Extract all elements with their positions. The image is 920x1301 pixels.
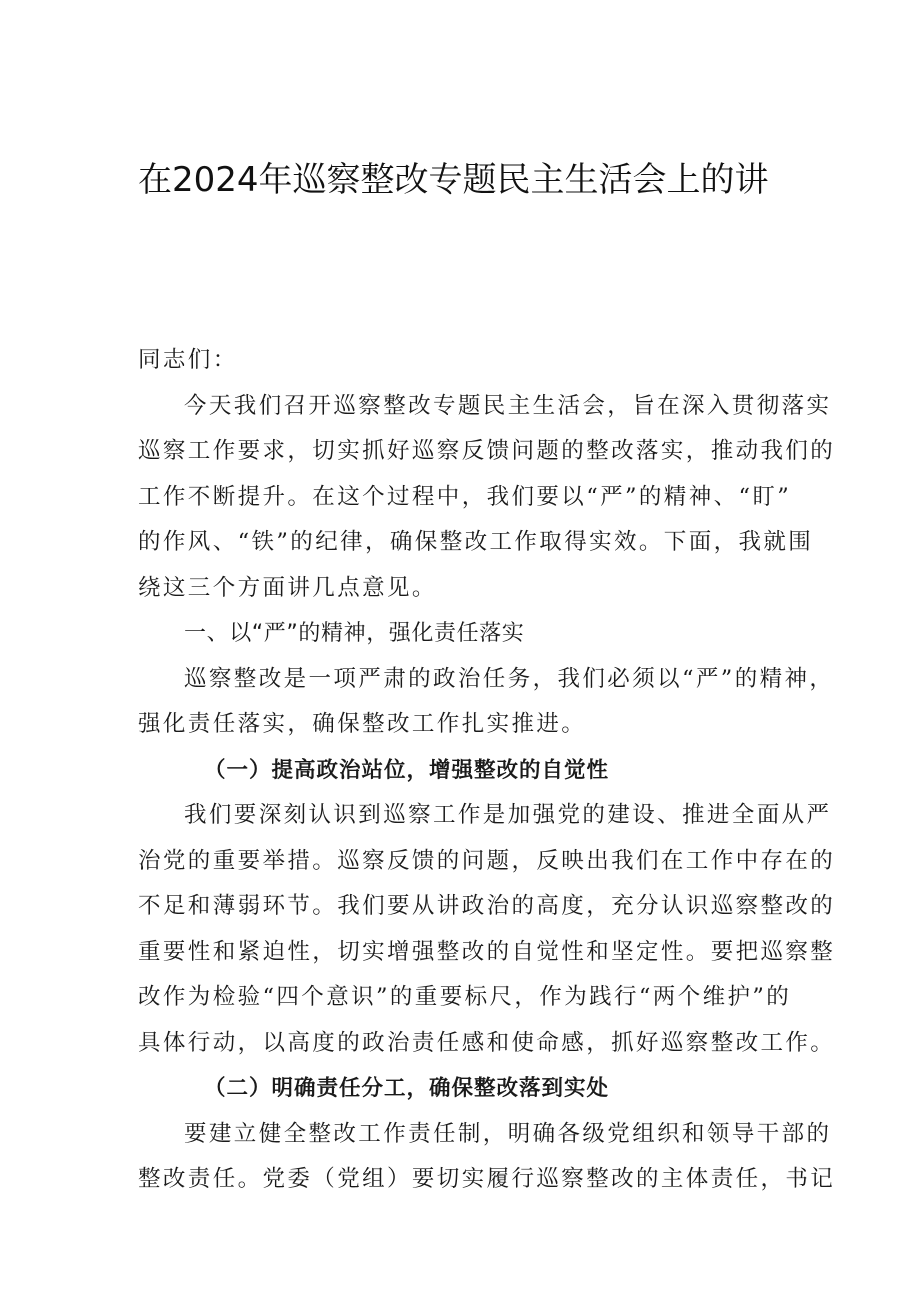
paragraph-line: 改作为检验“四个意识”的重要标尺，作为践行“两个维护”的 bbox=[138, 984, 792, 1010]
section-heading: 一、以“严”的精神，强化责任落实 bbox=[184, 621, 525, 646]
paragraph-line: 我们要深刻认识到巡察工作是加强党的建设、推进全面从严 bbox=[184, 802, 832, 828]
paragraph-line: 今天我们召开巡察整改专题民主生活会，旨在深入贯彻落实 bbox=[184, 392, 832, 419]
paragraph-line: 绕这三个方面讲几点意见。 bbox=[138, 574, 437, 601]
paragraph-line: 治党的重要举措。巡察反馈的问题，反映出我们在工作中存在的 bbox=[138, 847, 836, 874]
subsection-heading: （二）明确责任分工，确保整改落到实处 bbox=[204, 1076, 610, 1101]
salutation: 同志们： bbox=[138, 347, 238, 373]
paragraph-line: 强化责任落实，确保整改工作扎实推进。 bbox=[138, 711, 587, 737]
paragraph-line: 巡察整改是一项严肃的政治任务，我们必须以“严”的精神， bbox=[184, 665, 835, 692]
paragraph-line: 重要性和紧迫性，切实增强整改的自觉性和坚定性。要把巡察整 bbox=[138, 938, 836, 965]
paragraph-line: 具体行动，以高度的政治责任感和使命感，抓好巡察整改工作。 bbox=[138, 1029, 836, 1056]
document-body bbox=[138, 338, 836, 1203]
paragraph-line: 整改责任。党委（党组）要切实履行巡察整改的主体责任，书记 bbox=[138, 1166, 836, 1192]
subsection-heading: （一）提高政治站位，增强整改的自觉性 bbox=[204, 757, 610, 783]
document-title: 在2024年巡察整改专题民主生活会上的讲 bbox=[138, 160, 769, 200]
paragraph-line: 不足和薄弱环节。我们要从讲政治的高度，充分认识巡察整改的 bbox=[138, 893, 836, 919]
paragraph-line: 工作不断提升。在这个过程中，我们要以“严”的精神、“盯” bbox=[138, 483, 792, 510]
paragraph-line: 巡察工作要求，切实抓好巡察反馈问题的整改落实，推动我们的 bbox=[138, 438, 836, 464]
paragraph-line: 要建立健全整改工作责任制，明确各级党组织和领导干部的 bbox=[184, 1120, 832, 1147]
paragraph-line: 的作风、“铁”的纪律，确保整改工作取得实效。下面，我就围 bbox=[138, 529, 814, 555]
